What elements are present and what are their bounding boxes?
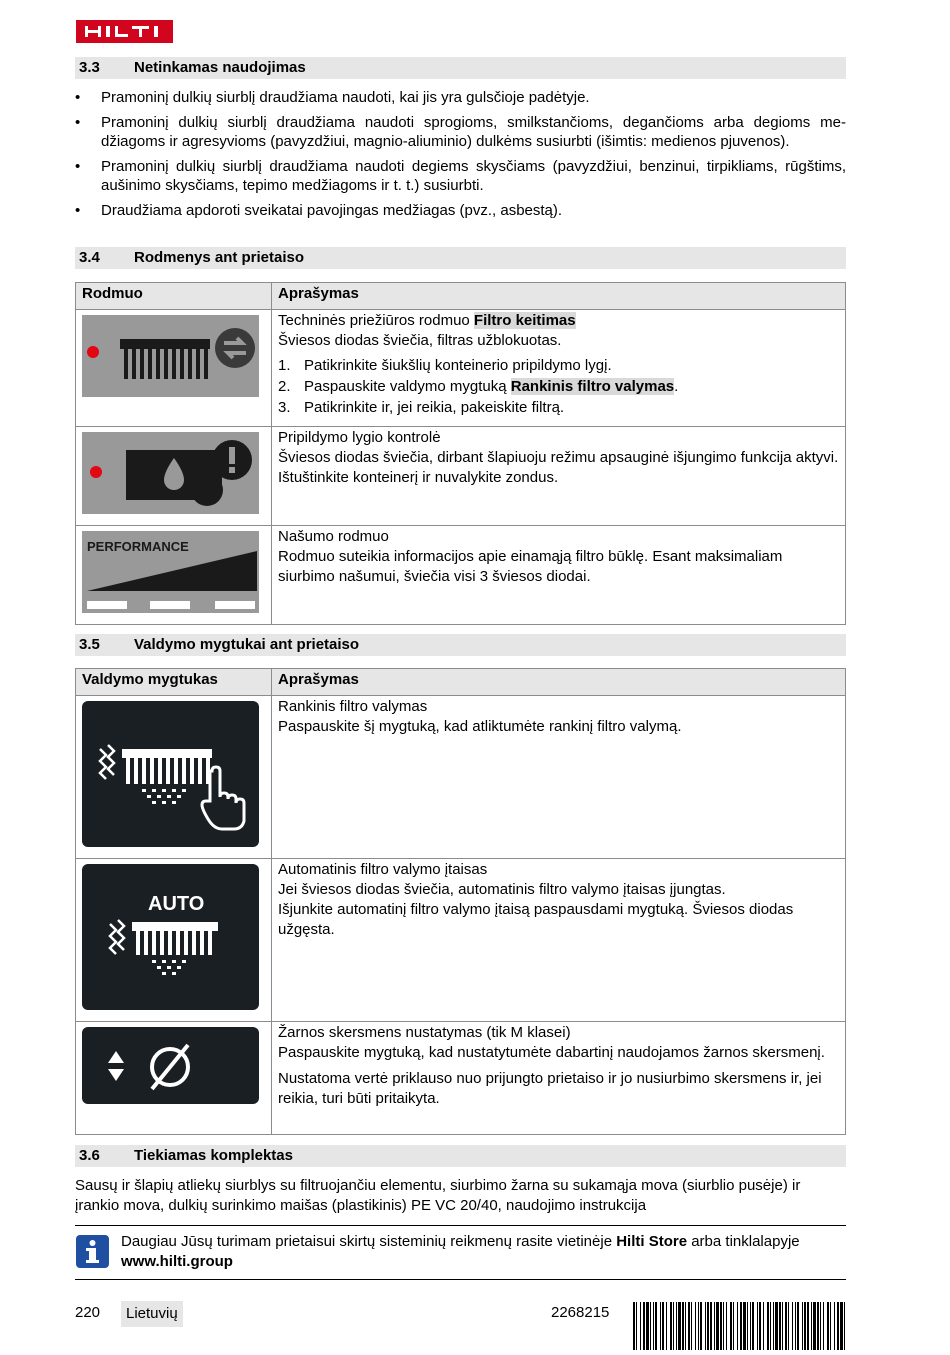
divider bbox=[75, 1225, 846, 1226]
section-number: 3.6 bbox=[79, 1147, 100, 1164]
section-title: Rodmenys ant prietaiso bbox=[134, 249, 305, 266]
section-3-5-header bbox=[75, 634, 846, 656]
fill-level-indicator-icon bbox=[82, 432, 265, 520]
indicator-title: Našumo rodmuo bbox=[277, 528, 389, 545]
indicator-text: Šviesos diodas šviečia, filtras užblokuotas. bbox=[277, 332, 562, 349]
misuse-list bbox=[75, 88, 846, 226]
button-text: Jei šviesos diodas šviečia, automatinis filtro valymo įtaisas įjungtas. bbox=[277, 881, 726, 898]
section-3-3-header bbox=[75, 57, 846, 79]
list-item: • Draudžiama apdoroti sveikatai pavojingas medžiagas (pvz., asbestą). bbox=[75, 201, 846, 220]
barcode-icon bbox=[633, 1302, 846, 1350]
section-title: Netinkamas naudojimas bbox=[134, 59, 306, 76]
table-row bbox=[76, 526, 846, 625]
section-title: Valdymo mygtukai ant prietaiso bbox=[134, 636, 360, 653]
info-icon bbox=[76, 1235, 109, 1268]
hilti-logo-icon bbox=[76, 20, 173, 43]
button-text: Paspauskite mygtuką, kad nustatytumėte dabartinį naudojamos žarnos skersmenį. bbox=[277, 1044, 825, 1061]
filter-change-indicator-icon bbox=[82, 315, 265, 403]
button-text: Išjunkite automatinį filtro valymo įtaisą paspausdami mygtuką. Šviesos diodas užgęsta. bbox=[277, 901, 794, 938]
steps-list bbox=[278, 355, 839, 418]
indicators-table bbox=[75, 282, 846, 625]
section-number: 3.4 bbox=[79, 249, 100, 266]
section-number: 3.3 bbox=[79, 59, 100, 76]
hilti-logo bbox=[76, 20, 173, 43]
manual-filter-cleaning-button-icon bbox=[82, 701, 265, 853]
column-header: Aprašymas bbox=[271, 669, 845, 696]
highlight-label: Filtro keitimas bbox=[473, 312, 576, 329]
table-row bbox=[76, 427, 846, 526]
table-row bbox=[76, 1022, 846, 1135]
list-item: • Pramoninį dulkių siurblį draudžiama naudoti sprogioms, smilkstančioms, degančioms arba degioms medžiagoms ir agresyvioms (pavyzdžiui, magnio-aliuminio) dulkėms susiurbti (išimtis: medienos pjuvenos). bbox=[75, 113, 846, 151]
indicator-title: Techninės priežiūros rodmuo bbox=[277, 312, 474, 329]
list-item: • Pramoninį dulkių siurblį draudžiama naudoti degiems skysčiams (pavyzdžiui, benzinui, tirpikliams, rūgštims, aušinimo skysčiams, tepimo medžiagoms ir t. t.) susiurbti. bbox=[75, 157, 846, 195]
column-header: Aprašymas bbox=[271, 283, 845, 310]
hose-diameter-button-icon bbox=[82, 1027, 265, 1110]
button-title: Rankinis filtro valymas bbox=[277, 698, 428, 715]
button-text: Paspauskite šį mygtuką, kad atliktumėte rankinį filtro valymą. bbox=[277, 718, 682, 735]
indicator-title: Pripildymo lygio kontrolė bbox=[277, 429, 441, 446]
button-title: Žarnos skersmens nustatymas (tik M klasei) bbox=[277, 1024, 571, 1041]
indicator-text: Rodmuo suteikia informacijos apie einamąją filtro būklę. Esant maksimaliam siurbimo našumui, šviečia visi 3 šviesos diodai. bbox=[277, 548, 783, 585]
section-number: 3.5 bbox=[79, 636, 100, 653]
hilti-store-label: Hilti Store bbox=[616, 1233, 688, 1250]
indicator-text: Ištuštinkite konteinerį ir nuvalykite zondus. bbox=[277, 469, 559, 486]
website-link[interactable]: www.hilti.group bbox=[121, 1253, 233, 1270]
button-text: Nustatoma vertė priklauso nuo prijungto prietaiso ir jo nusiurbimo skersmens ir, jei reikia, turi būti pritaikyta. bbox=[277, 1070, 822, 1107]
info-text: Daugiau Jūsų turimam prietaisui skirtų sisteminių reikmenų rasite vietinėje Hilti Store arba tinklalapyje www.hilti.group bbox=[121, 1233, 800, 1270]
table-row bbox=[76, 696, 846, 859]
auto-filter-cleaning-button-icon bbox=[82, 864, 265, 1016]
section-3-6-header bbox=[75, 1145, 846, 1167]
performance-indicator-icon bbox=[82, 531, 265, 619]
table-row bbox=[76, 859, 846, 1022]
column-header: Rodmuo bbox=[76, 283, 272, 310]
delivery-text: Sausų ir šlapių atliekų siurblys su filtruojančiu elementu, siurbimo žarna su sukamąja mova (siurblio pusėje) ir įrankio mova, dulkių surinkimo maišas (plastikinis) PE VC 20/40, naudojimo instrukcija bbox=[75, 1177, 801, 1214]
document-number: 2268215 bbox=[551, 1304, 610, 1321]
column-header: Valdymo mygtukas bbox=[76, 669, 272, 696]
list-item: 1. Patikrinkite šiukšlių konteinerio pripildymo lygį. bbox=[277, 357, 612, 374]
section-3-4-header bbox=[75, 247, 846, 269]
indicator-text: Šviesos diodas šviečia, dirbant šlapiuoju režimu apsauginė išjungimo funkcija aktyvi. bbox=[277, 449, 839, 466]
divider bbox=[75, 1279, 846, 1280]
list-item: 2. Paspauskite valdymo mygtuką Rankinis filtro valymas. bbox=[277, 378, 679, 395]
button-title: Automatinis filtro valymo įtaisas bbox=[277, 861, 488, 878]
list-item: 3. Patikrinkite ir, jei reikia, pakeiskite filtrą. bbox=[277, 399, 565, 416]
language-badge: Lietuvių bbox=[121, 1301, 183, 1327]
section-title: Tiekiamas komplektas bbox=[134, 1147, 293, 1164]
auto-label: AUTO bbox=[148, 893, 205, 915]
page-number: 220 bbox=[75, 1304, 101, 1321]
control-buttons-table bbox=[75, 668, 846, 1135]
performance-label: PERFORMANCE bbox=[87, 539, 189, 554]
table-row bbox=[76, 310, 846, 427]
list-item: • Pramoninį dulkių siurblį draudžiama naudoti, kai jis yra gulsčioje padėtyje. bbox=[75, 88, 846, 107]
